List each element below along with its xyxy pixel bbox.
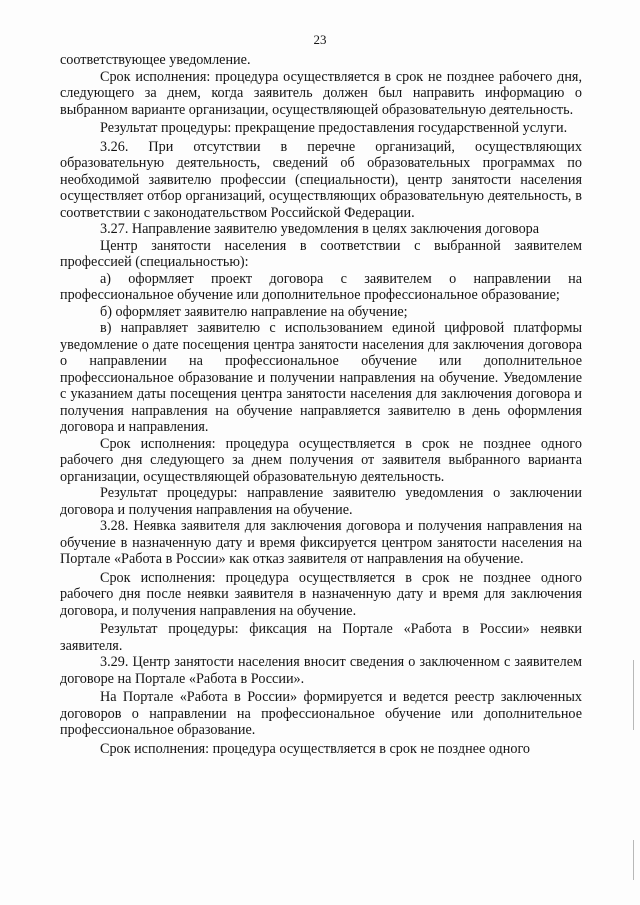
paragraph-result: Результат процедуры: направление заявителю уведомления о заключении договора и получения направления на обучение. bbox=[60, 485, 582, 518]
paragraph-deadline: Срок исполнения: процедура осуществляется в срок не позднее рабочего дня, следующего за днем, когда заявитель должен был направить информацию о выбранном варианте организации, осуществляющей образовательную деятельность. bbox=[60, 68, 582, 118]
paragraph-deadline: Срок исполнения: процедура осуществляется в срок не позднее одного bbox=[100, 740, 531, 757]
paragraph-section-3-26: 3.26. При отсутствии в перечне организаций, осуществляющих образовательную деятельность, сведений об образовательных программах по необходимой заявителю профессии (специальности), центр занятости населения осуществляет отбор организаций, осуществляющих образовательную деятельность, в соответствии с законодательством Российской Федерации. bbox=[60, 138, 582, 221]
list-item-a: а) оформляет проект договора с заявителем о направлении на профессиональное обучение или дополнительное профессиональное образование; bbox=[60, 270, 582, 303]
document-body bbox=[60, 52, 582, 757]
scan-edge-mark bbox=[633, 840, 634, 880]
scan-edge-mark bbox=[633, 660, 634, 730]
list-item-v: в) направляет заявителю с использованием единой цифровой платформы уведомление о дате посещения центра занятости населения для заключения договора о направлении на профессиональное обучение или дополнительное профессиональное образование и получении направления на обучение. Уведомление с указанием даты посещения центра занятости населения для заключения договора и получения направления на обучение направляется заявителю в день оформления договора и направления. bbox=[60, 320, 582, 435]
paragraph-section-3-28: 3.28. Неявка заявителя для заключения договора и получения направления на обучение в назначенную дату и время фиксируется центром занятости населения на Портале «Работа в России» как отказ заявителя от направления на обучение. bbox=[60, 518, 582, 567]
paragraph-continuation: соответствующее уведомление. bbox=[60, 52, 251, 68]
paragraph-section-3-27-heading: 3.27. Направление заявителю уведомления в целях заключения договора bbox=[100, 221, 540, 237]
paragraph-registry: На Портале «Работа в России» формируется и ведется реестр заключенных договоров о направлении на профессиональное обучение или дополнительное профессиональное образование. bbox=[60, 689, 582, 738]
paragraph-deadline: Срок исполнения: процедура осуществляется в срок не позднее одного рабочего дня следующего за днем получения от заявителя выбранного варианта организации, осуществляющей образовательную деятельность. bbox=[60, 435, 582, 485]
paragraph-section-3-29: 3.29. Центр занятости населения вносит сведения о заключенном с заявителем договоре на Портале «Работа в России». bbox=[60, 654, 582, 687]
paragraph-employment-center: Центр занятости населения в соответствии с выбранной заявителем профессией (специальностью): bbox=[60, 237, 582, 270]
page-number: 23 bbox=[313, 32, 327, 47]
list-item-b: б) оформляет заявителю направление на обучение; bbox=[100, 303, 408, 320]
paragraph-result: Результат процедуры: прекращение предоставления государственной услуги. bbox=[100, 120, 568, 136]
paragraph-deadline: Срок исполнения: процедура осуществляется в срок не позднее одного рабочего дня после неявки заявителя в назначенную дату и время для заключения договора, и получения направления на обучение. bbox=[60, 569, 582, 619]
paragraph-result: Результат процедуры: фиксация на Портале «Работа в России» неявки заявителя. bbox=[60, 621, 582, 654]
